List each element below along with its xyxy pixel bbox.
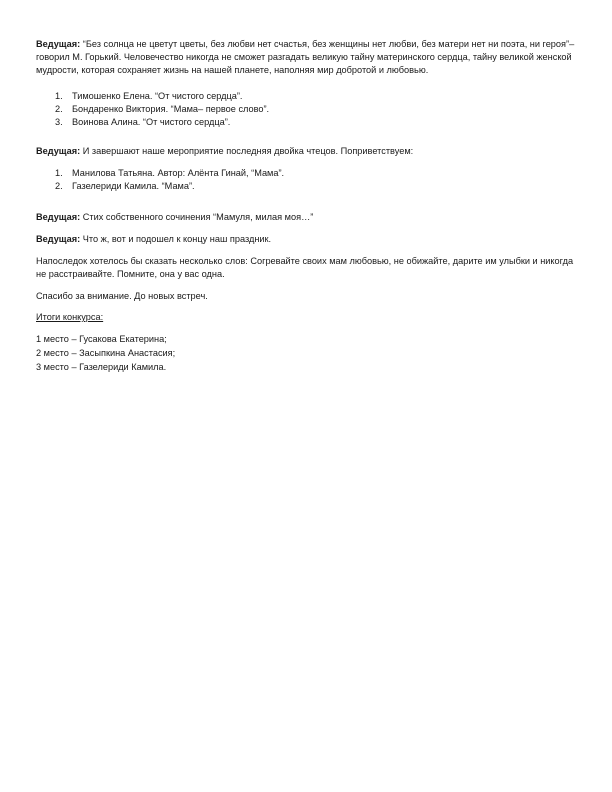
list-item [36, 167, 578, 180]
paragraph-final-readers [36, 145, 578, 158]
list-number: 2. [55, 181, 63, 191]
paragraph-closing-words: Напоследок хотелось бы сказать несколько слов: Согревайте своих мам любовью, не обижайте, дарите им улыбки и никогда не расстраивайте. Помните, она у вас одна. [36, 256, 574, 279]
document-page [36, 38, 578, 374]
results-list [36, 332, 578, 374]
list-item [36, 90, 578, 103]
paragraph-end-of-holiday [36, 233, 578, 246]
list-item-text: Воинова Алина. “От чистого сердца”. [72, 117, 231, 127]
paragraph-text: Стих собственного сочинения “Мамуля, милая моя…” [80, 212, 314, 222]
speaker-label: Ведущая: [36, 146, 81, 156]
paragraph-text: Что ж, вот и подошел к концу наш праздник. [80, 234, 272, 244]
list-item-text: Манилова Татьяна. Автор: Алёнта Гинай, “Мама”. [72, 168, 285, 178]
result-item: 1 место – Гусакова Екатерина; [36, 334, 167, 344]
list-item [36, 180, 578, 193]
list-number: 3. [55, 117, 63, 127]
list-item [36, 103, 578, 116]
readers-list-1 [36, 90, 578, 129]
result-item: 3 место – Газелериди Камила. [36, 362, 167, 372]
paragraph-text: И завершают наше мероприятие последняя двойка чтецов. Поприветствуем: [80, 146, 414, 156]
list-item-text: Газелериди Камила. “Мама”. [72, 181, 195, 191]
speaker-label: Ведущая: [36, 212, 81, 222]
speaker-label: Ведущая: [36, 39, 81, 49]
list-number: 2. [55, 104, 63, 114]
list-number: 1. [55, 168, 63, 178]
list-item-text: Тимошенко Елена. “От чистого сердца”. [72, 91, 243, 101]
results-title: Итоги конкурса: [36, 312, 104, 322]
intro-text: “Без солнца не цветут цветы, без любви нет счастья, без женщины нет любви, без матери нет ни поэта, ни героя”– говорил М. Горький. Человечество никогда не сможет разгадать великую тайну материнского сердца, тайну великой женской мудрости, которая сохраняет жизнь на нашей планете, наполняя мир добротой и любовью. [36, 39, 575, 75]
intro-paragraph [36, 38, 578, 77]
list-number: 1. [55, 91, 63, 101]
list-item [36, 116, 578, 129]
paragraph-thanks: Спасибо за внимание. До новых встреч. [36, 291, 208, 301]
list-item-text: Бондаренко Виктория. “Мама– первое слово”. [72, 104, 270, 114]
result-item: 2 место – Засыпкина Анастасия; [36, 348, 176, 358]
readers-list-2 [36, 167, 578, 193]
speaker-label: Ведущая: [36, 234, 81, 244]
paragraph-own-poem [36, 211, 578, 224]
